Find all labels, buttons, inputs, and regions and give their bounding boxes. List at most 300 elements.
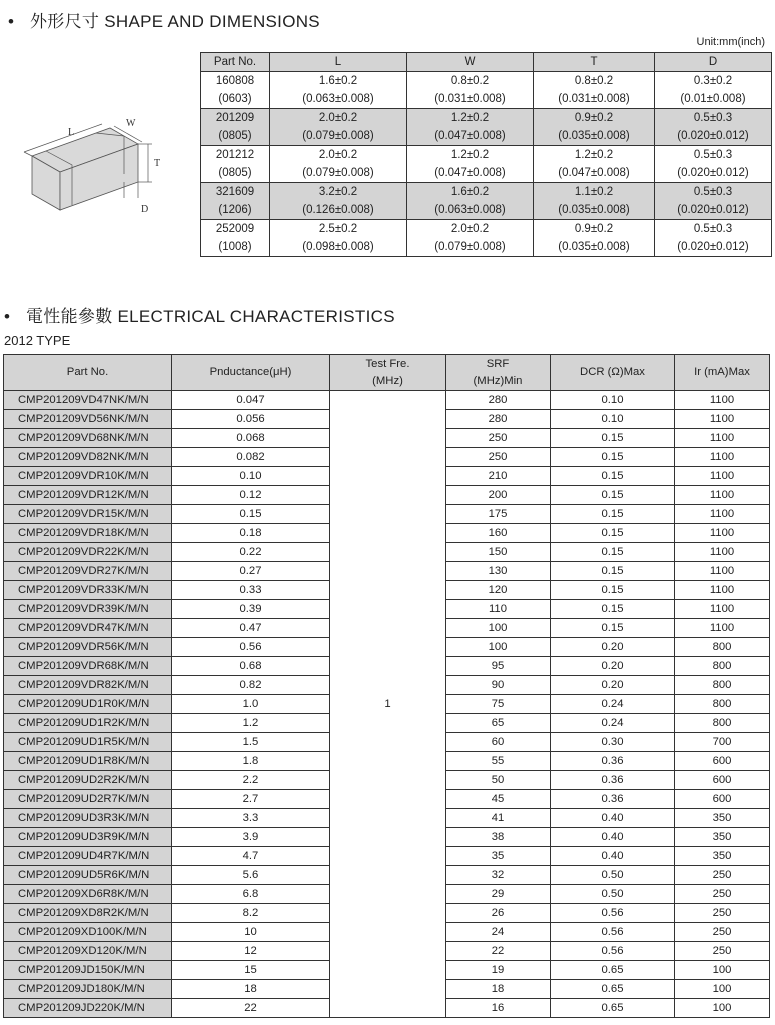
inductance-cell: 1.0 — [172, 695, 330, 714]
W-cell — [407, 72, 534, 109]
test-freq-empty-cell — [330, 657, 446, 676]
W-cell-mm: 1.2±0.2 — [450, 149, 490, 161]
header-T: T — [534, 53, 655, 72]
D-cell-inch: (0.020±0.012) — [677, 241, 749, 253]
inductance-cell: 0.33 — [172, 581, 330, 600]
inductance-cell: 0.068 — [172, 429, 330, 448]
dcr-cell: 0.15 — [551, 486, 675, 505]
T-cell — [534, 72, 655, 109]
dcr-cell: 0.10 — [551, 410, 675, 429]
srf-cell: 55 — [446, 752, 551, 771]
inductance-cell: 2.7 — [172, 790, 330, 809]
test-freq-empty-cell — [330, 676, 446, 695]
inductance-cell: 18 — [172, 980, 330, 999]
part-no-cell-mm: 252009 — [215, 223, 255, 235]
ir-cell: 800 — [675, 657, 770, 676]
srf-cell: 26 — [446, 904, 551, 923]
D-cell-inch: (0.020±0.012) — [677, 130, 749, 142]
ir-cell: 800 — [675, 714, 770, 733]
test-freq-empty-cell — [330, 771, 446, 790]
electrical-header-row — [4, 355, 770, 391]
part-no-cell: CMP201209VD56NK/M/N — [4, 410, 172, 429]
ir-cell: 100 — [675, 961, 770, 980]
dcr-cell: 0.15 — [551, 619, 675, 638]
srf-cell: 65 — [446, 714, 551, 733]
dimension-row — [201, 72, 772, 109]
ir-cell: 250 — [675, 942, 770, 961]
dcr-cell: 0.36 — [551, 752, 675, 771]
test-freq-empty-cell — [330, 733, 446, 752]
test-freq-empty-cell — [330, 410, 446, 429]
dcr-cell: 0.36 — [551, 771, 675, 790]
part-no-cell-mm: 321609 — [215, 186, 255, 198]
dcr-cell: 0.24 — [551, 714, 675, 733]
test-freq-empty-cell — [330, 486, 446, 505]
test-freq-empty-cell — [330, 847, 446, 866]
test-freq-empty-cell — [330, 543, 446, 562]
W-cell — [407, 183, 534, 220]
section-title-dimensions: 外形尺寸 SHAPE AND DIMENSIONS — [30, 12, 320, 31]
inductance-cell: 10 — [172, 923, 330, 942]
test-freq-empty-cell — [330, 923, 446, 942]
part-no-cell: CMP201209UD2R7K/M/N — [4, 790, 172, 809]
table-row — [4, 790, 770, 809]
dcr-cell: 0.15 — [551, 562, 675, 581]
chip-dimension-drawing — [18, 98, 178, 228]
inductance-cell: 0.10 — [172, 467, 330, 486]
header-srf-label: SRF — [486, 357, 510, 370]
inductance-cell: 0.82 — [172, 676, 330, 695]
D-cell — [655, 109, 772, 146]
dimensions-table — [200, 52, 772, 257]
T-cell-mm: 0.8±0.2 — [574, 75, 614, 87]
T-cell-inch: (0.035±0.008) — [558, 130, 630, 142]
ir-cell: 800 — [675, 676, 770, 695]
part-no-cell-inch: (1206) — [218, 204, 252, 216]
table-row — [4, 942, 770, 961]
W-cell — [407, 109, 534, 146]
table-row — [4, 410, 770, 429]
table-row — [4, 904, 770, 923]
part-no-cell: CMP201209VD82NK/M/N — [4, 448, 172, 467]
table-row — [4, 448, 770, 467]
dcr-cell: 0.15 — [551, 524, 675, 543]
test-freq-empty-cell — [330, 448, 446, 467]
inductance-cell: 0.47 — [172, 619, 330, 638]
W-cell-mm: 1.2±0.2 — [450, 112, 490, 124]
table-row — [4, 923, 770, 942]
ir-cell: 1100 — [675, 410, 770, 429]
srf-cell: 280 — [446, 410, 551, 429]
L-cell — [270, 220, 407, 257]
dcr-cell: 0.15 — [551, 429, 675, 448]
srf-cell: 280 — [446, 391, 551, 410]
part-no-cell: CMP201209VDR27K/M/N — [4, 562, 172, 581]
table-row — [4, 467, 770, 486]
inductance-cell: 0.68 — [172, 657, 330, 676]
header-dcr: DCR (Ω)Max — [551, 355, 675, 391]
inductance-cell: 0.15 — [172, 505, 330, 524]
part-no-cell: CMP201209VDR56K/M/N — [4, 638, 172, 657]
srf-cell: 50 — [446, 771, 551, 790]
T-cell-mm: 1.1±0.2 — [574, 186, 614, 198]
header-test-freq — [330, 355, 446, 391]
ir-cell: 800 — [675, 695, 770, 714]
table-row — [4, 562, 770, 581]
inductance-cell: 0.056 — [172, 410, 330, 429]
W-cell-inch: (0.047±0.008) — [434, 167, 506, 179]
bullet: • — [4, 307, 11, 326]
ir-cell: 350 — [675, 847, 770, 866]
ir-cell: 100 — [675, 999, 770, 1018]
table-row — [4, 752, 770, 771]
test-freq-empty-cell — [330, 562, 446, 581]
dcr-cell: 0.15 — [551, 600, 675, 619]
D-cell-mm: 0.5±0.3 — [693, 112, 733, 124]
srf-cell: 16 — [446, 999, 551, 1018]
srf-cell: 35 — [446, 847, 551, 866]
ir-cell: 250 — [675, 904, 770, 923]
part-no-cell: CMP201209VDR18K/M/N — [4, 524, 172, 543]
header-test-freq-unit: (MHz) — [372, 374, 403, 387]
dcr-cell: 0.50 — [551, 885, 675, 904]
srf-cell: 38 — [446, 828, 551, 847]
srf-cell: 100 — [446, 638, 551, 657]
table-row — [4, 961, 770, 980]
ir-cell: 1100 — [675, 448, 770, 467]
dcr-cell: 0.56 — [551, 904, 675, 923]
ir-cell: 1100 — [675, 581, 770, 600]
W-cell-inch: (0.031±0.008) — [434, 93, 506, 105]
ir-cell: 100 — [675, 980, 770, 999]
header-part-no: Part No. — [201, 53, 270, 72]
part-no-cell: CMP201209VDR68K/M/N — [4, 657, 172, 676]
L-cell-inch: (0.098±0.008) — [302, 241, 374, 253]
W-cell-inch: (0.079±0.008) — [434, 241, 506, 253]
dcr-cell: 0.40 — [551, 809, 675, 828]
type-subtitle: 2012 TYPE — [4, 333, 71, 348]
test-freq-empty-cell — [330, 904, 446, 923]
header-W: W — [407, 53, 534, 72]
table-row — [4, 999, 770, 1018]
L-cell-mm: 2.5±0.2 — [318, 223, 358, 235]
part-no-cell: CMP201209VDR82K/M/N — [4, 676, 172, 695]
header-L: L — [270, 53, 407, 72]
L-cell-inch: (0.126±0.008) — [302, 204, 374, 216]
header-ir: Ir (mA)Max — [675, 355, 770, 391]
srf-cell: 32 — [446, 866, 551, 885]
part-no-cell: CMP201209UD1R5K/M/N — [4, 733, 172, 752]
table-row — [4, 733, 770, 752]
test-freq-empty-cell — [330, 809, 446, 828]
ir-cell: 350 — [675, 828, 770, 847]
test-freq-empty-cell — [330, 885, 446, 904]
part-no-cell: CMP201209UD1R2K/M/N — [4, 714, 172, 733]
header-part-no: Part No. — [4, 355, 172, 391]
T-cell-inch: (0.035±0.008) — [558, 204, 630, 216]
dcr-cell: 0.24 — [551, 695, 675, 714]
T-cell — [534, 183, 655, 220]
label-L: L — [68, 127, 75, 138]
part-no-cell-mm: 201212 — [215, 149, 255, 161]
dcr-cell: 0.56 — [551, 942, 675, 961]
ir-cell: 600 — [675, 752, 770, 771]
srf-cell: 75 — [446, 695, 551, 714]
srf-cell: 130 — [446, 562, 551, 581]
D-cell-inch: (0.020±0.012) — [677, 204, 749, 216]
table-row — [4, 638, 770, 657]
part-no-cell-inch: (0805) — [218, 167, 252, 179]
table-row — [4, 828, 770, 847]
part-no-cell — [201, 72, 270, 109]
D-cell — [655, 146, 772, 183]
dcr-cell: 0.15 — [551, 543, 675, 562]
dcr-cell: 0.40 — [551, 847, 675, 866]
dimension-row — [201, 109, 772, 146]
ir-cell: 600 — [675, 790, 770, 809]
srf-cell: 210 — [446, 467, 551, 486]
table-row — [4, 619, 770, 638]
header-srf-unit: (MHz)Min — [473, 374, 523, 387]
dcr-cell: 0.15 — [551, 581, 675, 600]
section-heading-dimensions — [8, 7, 320, 32]
dcr-cell: 0.65 — [551, 999, 675, 1018]
srf-cell: 100 — [446, 619, 551, 638]
part-no-cell-inch: (1008) — [218, 241, 252, 253]
dcr-cell: 0.15 — [551, 467, 675, 486]
L-cell — [270, 109, 407, 146]
test-freq-empty-cell — [330, 467, 446, 486]
part-no-cell: CMP201209XD8R2K/M/N — [4, 904, 172, 923]
ir-cell: 1100 — [675, 429, 770, 448]
srf-cell: 250 — [446, 429, 551, 448]
dcr-cell: 0.15 — [551, 505, 675, 524]
srf-cell: 60 — [446, 733, 551, 752]
test-freq-empty-cell — [330, 619, 446, 638]
test-freq-empty-cell — [330, 714, 446, 733]
part-no-cell: CMP201209JD150K/M/N — [4, 961, 172, 980]
table-row — [4, 524, 770, 543]
part-no-cell: CMP201209JD220K/M/N — [4, 999, 172, 1018]
dcr-cell: 0.20 — [551, 638, 675, 657]
ir-cell: 1100 — [675, 543, 770, 562]
table-row — [4, 657, 770, 676]
inductance-cell: 1.2 — [172, 714, 330, 733]
inductance-cell: 0.22 — [172, 543, 330, 562]
unit-label: Unit:mm(inch) — [696, 36, 765, 48]
table-row — [4, 809, 770, 828]
part-no-cell — [201, 183, 270, 220]
table-row — [4, 505, 770, 524]
part-no-cell-mm: 201209 — [215, 112, 255, 124]
part-no-cell: CMP201209UD1R0K/M/N — [4, 695, 172, 714]
part-no-cell: CMP201209VD68NK/M/N — [4, 429, 172, 448]
T-cell-mm: 0.9±0.2 — [574, 223, 614, 235]
D-cell — [655, 72, 772, 109]
T-cell-mm: 0.9±0.2 — [574, 112, 614, 124]
inductance-cell: 0.39 — [172, 600, 330, 619]
D-cell — [655, 183, 772, 220]
table-row — [4, 429, 770, 448]
D-cell-inch: (0.01±0.008) — [680, 93, 746, 105]
dimension-row — [201, 146, 772, 183]
srf-cell: 41 — [446, 809, 551, 828]
inductance-cell: 2.2 — [172, 771, 330, 790]
table-row — [4, 866, 770, 885]
test-freq-empty-cell — [330, 790, 446, 809]
ir-cell: 1100 — [675, 619, 770, 638]
srf-cell: 160 — [446, 524, 551, 543]
inductance-cell: 1.8 — [172, 752, 330, 771]
inductance-cell: 22 — [172, 999, 330, 1018]
part-no-cell: CMP201209VDR10K/M/N — [4, 467, 172, 486]
part-no-cell — [201, 220, 270, 257]
part-no-cell-inch: (0603) — [218, 93, 252, 105]
part-no-cell: CMP201209VD47NK/M/N — [4, 391, 172, 410]
ir-cell: 800 — [675, 638, 770, 657]
test-freq-empty-cell — [330, 961, 446, 980]
inductance-cell: 15 — [172, 961, 330, 980]
T-cell — [534, 146, 655, 183]
part-no-cell-inch: (0805) — [218, 130, 252, 142]
inductance-cell: 0.12 — [172, 486, 330, 505]
T-cell-mm: 1.2±0.2 — [574, 149, 614, 161]
part-no-cell — [201, 109, 270, 146]
L-cell-inch: (0.079±0.008) — [302, 130, 374, 142]
label-W: W — [126, 118, 136, 129]
part-no-cell: CMP201209VDR39K/M/N — [4, 600, 172, 619]
table-row — [4, 391, 770, 410]
ir-cell: 600 — [675, 771, 770, 790]
ir-cell: 1100 — [675, 391, 770, 410]
D-cell-inch: (0.020±0.012) — [677, 167, 749, 179]
T-cell — [534, 109, 655, 146]
test-freq-empty-cell — [330, 866, 446, 885]
table-row — [4, 600, 770, 619]
part-no-cell: CMP201209VDR22K/M/N — [4, 543, 172, 562]
srf-cell: 200 — [446, 486, 551, 505]
header-test-freq-label: Test Fre. — [365, 357, 410, 370]
test-freq-empty-cell — [330, 980, 446, 999]
L-cell-mm: 3.2±0.2 — [318, 186, 358, 198]
part-no-cell: CMP201209XD100K/M/N — [4, 923, 172, 942]
test-freq-empty-cell — [330, 942, 446, 961]
dcr-cell: 0.30 — [551, 733, 675, 752]
ir-cell: 250 — [675, 866, 770, 885]
ir-cell: 350 — [675, 809, 770, 828]
srf-cell: 90 — [446, 676, 551, 695]
inductance-cell: 3.9 — [172, 828, 330, 847]
L-cell-inch: (0.063±0.008) — [302, 93, 374, 105]
srf-cell: 250 — [446, 448, 551, 467]
ir-cell: 1100 — [675, 486, 770, 505]
inductance-cell: 8.2 — [172, 904, 330, 923]
L-cell — [270, 183, 407, 220]
electrical-table — [3, 354, 770, 1018]
ir-cell: 250 — [675, 885, 770, 904]
part-no-cell: CMP201209UD4R7K/M/N — [4, 847, 172, 866]
T-cell-inch: (0.047±0.008) — [558, 167, 630, 179]
W-cell-mm: 0.8±0.2 — [450, 75, 490, 87]
inductance-cell: 0.27 — [172, 562, 330, 581]
dcr-cell: 0.65 — [551, 980, 675, 999]
srf-cell: 150 — [446, 543, 551, 562]
D-cell-mm: 0.5±0.3 — [693, 186, 733, 198]
inductance-cell: 3.3 — [172, 809, 330, 828]
part-no-cell: CMP201209UD5R6K/M/N — [4, 866, 172, 885]
D-cell-mm: 0.5±0.3 — [693, 223, 733, 235]
srf-cell: 110 — [446, 600, 551, 619]
header-D: D — [655, 53, 772, 72]
part-no-cell: CMP201209JD180K/M/N — [4, 980, 172, 999]
section-title-electrical: 電性能參數 ELECTRICAL CHARACTERISTICS — [26, 307, 395, 326]
label-T: T — [154, 158, 161, 169]
ir-cell: 1100 — [675, 562, 770, 581]
inductance-cell: 0.18 — [172, 524, 330, 543]
test-freq-empty-cell — [330, 638, 446, 657]
table-row — [4, 980, 770, 999]
label-D: D — [141, 204, 149, 215]
part-no-cell: CMP201209UD3R9K/M/N — [4, 828, 172, 847]
inductance-cell: 12 — [172, 942, 330, 961]
test-freq-empty-cell — [330, 391, 446, 410]
ir-cell: 1100 — [675, 467, 770, 486]
L-cell-mm: 2.0±0.2 — [318, 149, 358, 161]
table-row — [4, 847, 770, 866]
part-no-cell: CMP201209VDR12K/M/N — [4, 486, 172, 505]
part-no-cell: CMP201209UD2R2K/M/N — [4, 771, 172, 790]
srf-cell: 24 — [446, 923, 551, 942]
srf-cell: 19 — [446, 961, 551, 980]
dcr-cell: 0.20 — [551, 657, 675, 676]
header-srf — [446, 355, 551, 391]
L-cell-mm: 2.0±0.2 — [318, 112, 358, 124]
test-freq-empty-cell — [330, 429, 446, 448]
part-no-cell: CMP201209XD120K/M/N — [4, 942, 172, 961]
table-row — [4, 714, 770, 733]
part-no-cell: CMP201209VDR33K/M/N — [4, 581, 172, 600]
part-no-cell: CMP201209XD6R8K/M/N — [4, 885, 172, 904]
L-cell — [270, 72, 407, 109]
test-freq-empty-cell — [330, 999, 446, 1018]
inductance-cell: 4.7 — [172, 847, 330, 866]
L-cell-inch: (0.079±0.008) — [302, 167, 374, 179]
W-cell-inch: (0.047±0.008) — [434, 130, 506, 142]
test-freq-cell: 1 — [330, 695, 446, 714]
table-row — [4, 676, 770, 695]
table-row — [4, 771, 770, 790]
test-freq-empty-cell — [330, 828, 446, 847]
srf-cell: 95 — [446, 657, 551, 676]
ir-cell: 700 — [675, 733, 770, 752]
inductance-cell: 0.082 — [172, 448, 330, 467]
srf-cell: 22 — [446, 942, 551, 961]
ir-cell: 1100 — [675, 524, 770, 543]
table-row — [4, 486, 770, 505]
srf-cell: 29 — [446, 885, 551, 904]
table-row — [4, 695, 770, 714]
inductance-cell: 1.5 — [172, 733, 330, 752]
dimension-row — [201, 183, 772, 220]
D-cell-mm: 0.3±0.2 — [693, 75, 733, 87]
table-row — [4, 543, 770, 562]
inductance-cell: 0.56 — [172, 638, 330, 657]
T-cell-inch: (0.031±0.008) — [558, 93, 630, 105]
section-heading-electrical — [4, 302, 395, 327]
test-freq-empty-cell — [330, 524, 446, 543]
D-cell — [655, 220, 772, 257]
srf-cell: 120 — [446, 581, 551, 600]
